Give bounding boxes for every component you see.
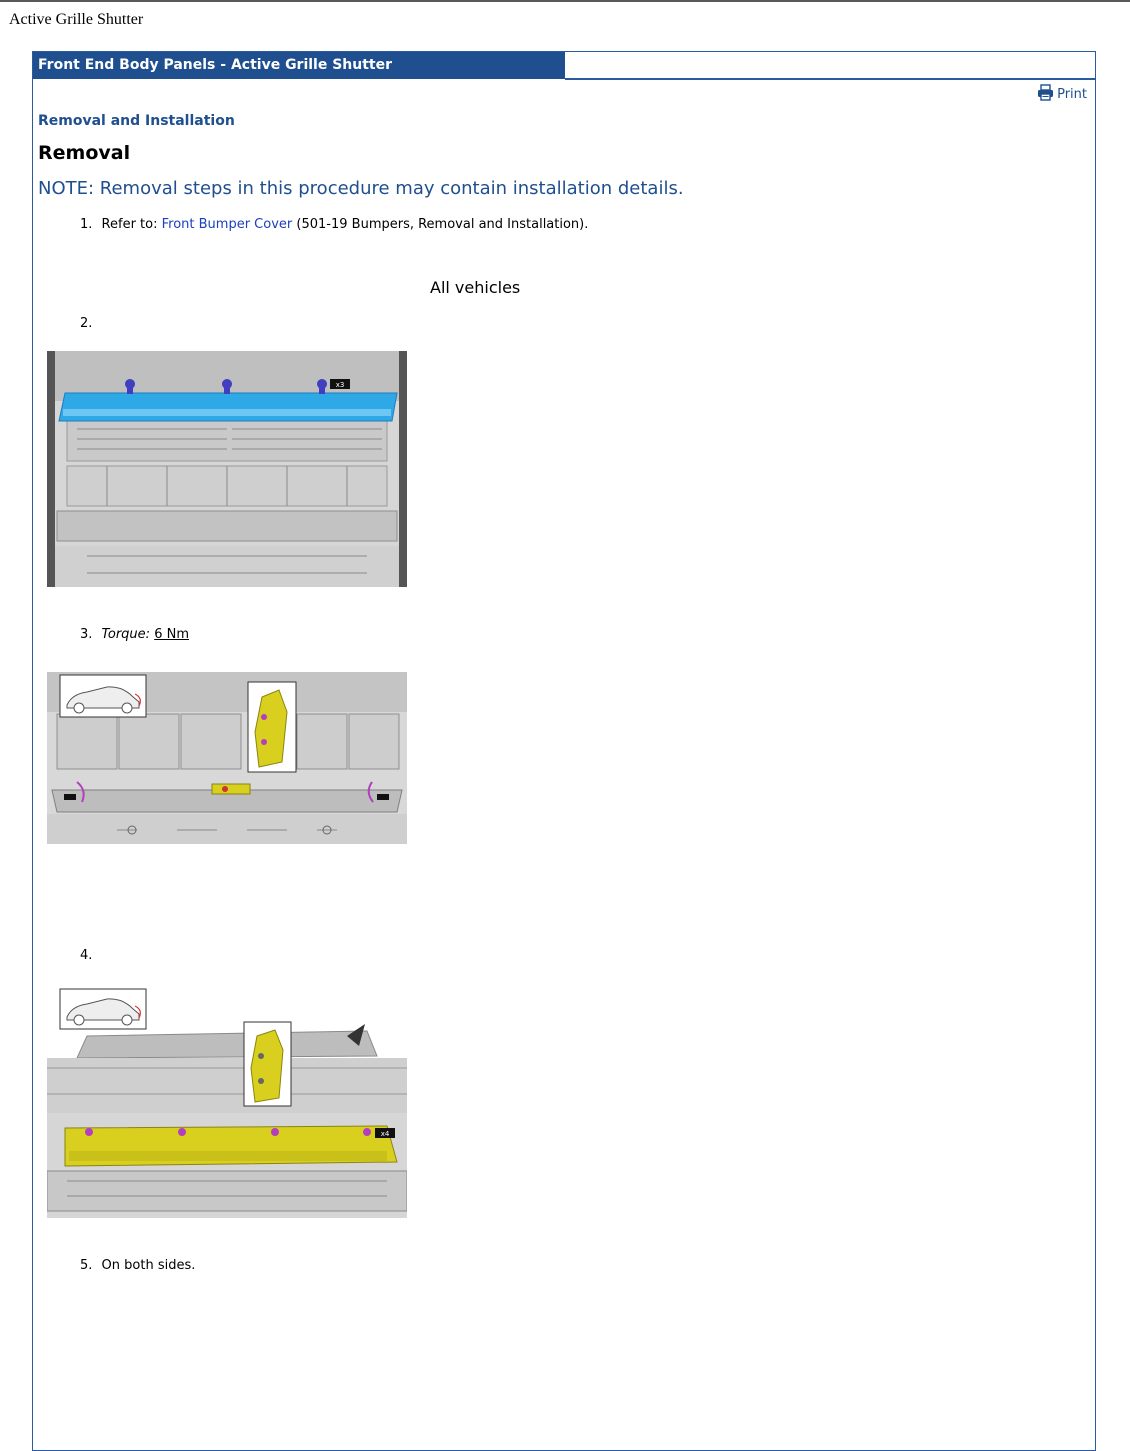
all-vehicles-label: All vehicles (430, 278, 521, 297)
step-5 (80, 1258, 195, 1273)
callout-x4: x4 (380, 1130, 390, 1138)
step-2 (80, 316, 97, 331)
torque-value: 6 Nm (154, 627, 189, 642)
step-text: On both sides. (101, 1258, 196, 1273)
step-3 (80, 627, 189, 642)
torque-label: Torque: (101, 627, 151, 642)
print-label: Print (1057, 87, 1087, 102)
step-1 (80, 217, 588, 232)
step-number: 4. (80, 948, 93, 963)
document-title: Active Grille Shutter (9, 11, 144, 28)
step-number: 5. (80, 1258, 93, 1273)
title-divider (565, 78, 1095, 80)
step-number: 1. (80, 217, 93, 232)
note-text: NOTE: Removal steps in this procedure may contain installation details. (38, 178, 684, 199)
callout-x3: x3 (335, 381, 345, 389)
removal-heading: Removal (38, 142, 131, 164)
illustration-step-2 (47, 351, 407, 587)
printer-icon (1037, 84, 1054, 105)
top-rule (0, 0, 1130, 2)
illustration-step-3 (47, 672, 407, 844)
content-frame (32, 51, 1096, 1451)
front-bumper-cover-link[interactable]: Front Bumper Cover (161, 217, 293, 232)
section-heading: Removal and Installation (38, 113, 235, 129)
step-prefix: Refer to: (101, 217, 158, 232)
step-4 (80, 948, 97, 963)
step-number: 2. (80, 316, 93, 331)
page-title: Front End Body Panels - Active Grille Shutter (33, 52, 565, 79)
illustration-step-4 (47, 986, 407, 1218)
print-button[interactable] (1037, 84, 1087, 105)
step-number: 3. (80, 627, 93, 642)
step-suffix: (501-19 Bumpers, Removal and Installation). (296, 217, 589, 232)
